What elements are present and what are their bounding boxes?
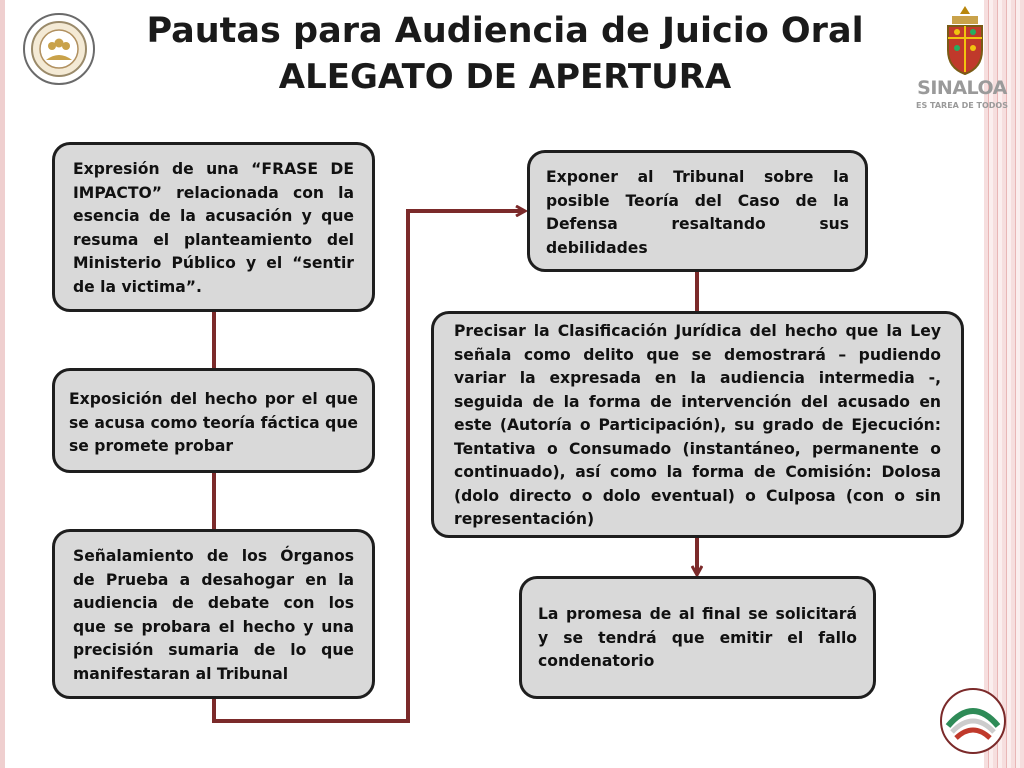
box-exponer-tribunal: Exponer al Tribunal sobre la posible Teoría del Caso de la Defensa resaltando sus debilidades (527, 150, 868, 272)
box-promesa-fallo: La promesa de al final se solicitará y se tendrá que emitir el fallo condenatorio (519, 576, 876, 699)
sinaloa-tagline: ES TAREA DE TODOS (916, 101, 1008, 110)
sinaloa-brand-text: SINALOA (917, 77, 1007, 99)
box-clasificacion-juridica: Precisar la Clasificación Jurídica del hecho que la Ley señala como delito que se demostrará – pudiendo variar la expresada en la audiencia intermedia -, seguida de la forma de intervención del acusado en este (Autoría o Participación), su grado de Ejecución: Tentativa o Consumado (instantáneo, permanente o continuado), así como la forma de Comisión: Dolosa (dolo directo o dolo eventual) o Culposa (con o sin representación) (431, 311, 964, 538)
box-frase-impacto: Expresión de una “FRASE DE IMPACTO” relacionada con la esencia de la acusación y que resuma el planteamiento del Ministerio Público y el “sentir de la victima”. (52, 142, 375, 312)
box-organos-prueba: Señalamiento de los Órganos de Prueba a desahogar en la audiencia de debate con los que se probara el hecho y una precisión sumaria de lo que manifestaran al Tribunal (52, 529, 375, 699)
page-subtitle: ALEGATO DE APERTURA (278, 57, 732, 97)
page-title: Pautas para Audiencia de Juicio Oral (146, 11, 864, 51)
box-exposicion-hecho: Exposición del hecho por el que se acusa como teoría fáctica que se promete probar (52, 368, 375, 473)
